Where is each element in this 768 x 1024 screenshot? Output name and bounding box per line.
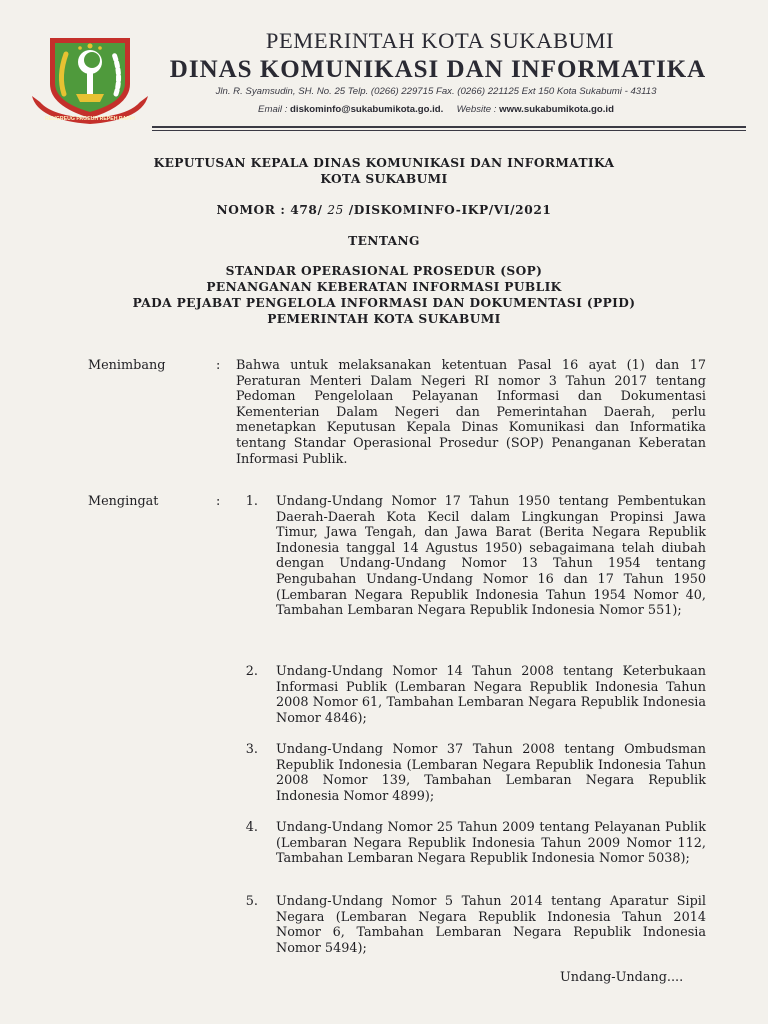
decree-subject-line4: PEMERINTAH KOTA SUKABUMI <box>267 312 501 326</box>
mengingat-item-text: Undang-Undang Nomor 17 Tahun 1950 tentang Pembentukan Daerah-Daerah Kota Kecil dalam Lingkungan Propinsi Jawa Timur, Jawa Tengah, dan Jawa Barat (Berita Negara Republik Indonesia tanggal 14 Agustus 1950) sebagaimana telah diubah dengan Undang-Undang Nomor 13 Tahun 1954 tentang Pengubahan Undang-Undang Nomor 16 dan 17 Tahun 1950 (Lembaran Negara Republik Indonesia Tahun 1954 Nomor 40, Tambahan Lembaran Negara Republik Indonesia Nomor 551); <box>276 494 706 619</box>
mengingat-label: Mengingat <box>88 494 159 509</box>
header-address: Jln. R. Syamsudin, SH. No. 25 Telp. (0266) 229715 Fax. (0266) 221125 Ext 150 Kota Sukabumi - 43113 <box>215 86 657 97</box>
logo-motto: REUGREUG PAGEUH REPEH RAPIH <box>44 116 136 122</box>
mengingat-colon: : <box>216 494 221 509</box>
mengingat-item-text: Undang-Undang Nomor 5 Tahun 2014 tentang Aparatur Sipil Negara (Lembaran Negara Republik Indonesia Tahun 2014 Nomor 6, Tambahan Lembaran Negara Republik Indonesia Nomor 5494); <box>276 894 706 956</box>
decree-subject-line2: PENANGANAN KEBERATAN INFORMASI PUBLIK <box>206 280 562 294</box>
decree-number-suffix: /DISKOMINFO-IKP/VI/2021 <box>348 203 552 217</box>
menimbang-text: Bahwa untuk melaksanakan ketentuan Pasal 16 ayat (1) dan 17 Peraturan Menteri Dalam Negeri RI nomor 3 Tahun 2017 tentang Pedoman Pengelolaan Pelayanan Informasi dan Dokumentasi Kementerian Dalam Negeri dan Pemerintahan Daerah, perlu menetapkan Keputusan Kepala Dinas Komunikasi dan Informatika tentang Standar Operasional Prosedur (SOP) Penanganan Keberatan Informasi Publik. <box>236 358 706 467</box>
decree-title-line2: KOTA SUKABUMI <box>320 172 448 186</box>
city-emblem-logo <box>28 24 152 134</box>
mengingat-item-text: Undang-Undang Nomor 25 Tahun 2009 tentang Pelayanan Publik (Lembaran Negara Republik Indonesia Tahun 2009 Nomor 112, Tambahan Lembaran Negara Republik Indonesia Nomor 5038); <box>276 820 706 867</box>
header-contact <box>156 104 716 115</box>
email-address: diskominfo@sukabumikota.go.id. <box>290 104 444 115</box>
decree-number-handwritten: 25 <box>327 203 344 217</box>
website-label: Website : <box>456 104 497 115</box>
mengingat-item-number: 2. <box>245 664 258 679</box>
decree-number-prefix: NOMOR : 478/ <box>216 203 323 217</box>
mengingat-item-number: 3. <box>245 742 258 757</box>
decree-subject-line1: STANDAR OPERASIONAL PROSEDUR (SOP) <box>225 264 543 278</box>
header-divider-thin <box>152 130 746 131</box>
header-divider-thick <box>152 126 746 128</box>
page-continuation: Undang-Undang.... <box>560 970 684 985</box>
decree-number <box>60 203 708 217</box>
mengingat-item-number: 1. <box>245 494 258 509</box>
decree-subject-line3: PADA PEJABAT PENGELOLA INFORMASI DAN DOKUMENTASI (PPID) <box>132 296 636 310</box>
header-government: PEMERINTAH KOTA SUKABUMI <box>265 28 615 53</box>
website-address: www.sukabumikota.go.id <box>499 104 614 115</box>
email-label: Email : <box>258 104 288 115</box>
decree-tentang: TENTANG <box>348 234 420 248</box>
header-agency: DINAS KOMUNIKASI DAN INFORMATIKA <box>169 56 707 83</box>
mengingat-item-text: Undang-Undang Nomor 14 Tahun 2008 tentang Keterbukaan Informasi Publik (Lembaran Negara Republik Indonesia Tahun 2008 Nomor 61, Tambahan Lembaran Negara Republik Indonesia Nomor 4846); <box>276 664 706 726</box>
menimbang-label: Menimbang <box>88 358 166 373</box>
decree-title-line1: KEPUTUSAN KEPALA DINAS KOMUNIKASI DAN INFORMATIKA <box>153 156 615 170</box>
mengingat-item-number: 5. <box>245 894 258 909</box>
mengingat-item-text: Undang-Undang Nomor 37 Tahun 2008 tentang Ombudsman Republik Indonesia (Lembaran Negara Republik Indonesia Tahun 2008 Nomor 139, Tambahan Lembaran Negara Republik Indonesia Nomor 4899); <box>276 742 706 804</box>
menimbang-colon: : <box>216 358 221 373</box>
mengingat-item-number: 4. <box>245 820 258 835</box>
